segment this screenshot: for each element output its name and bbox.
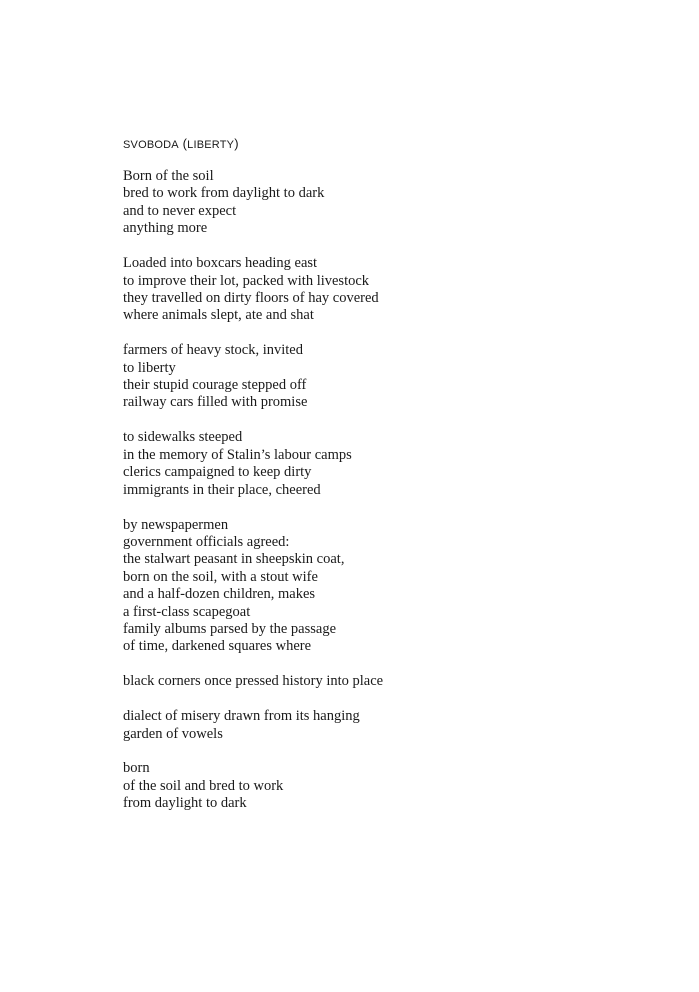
poem-line: by newspapermen (123, 516, 229, 533)
poem-line: born (123, 760, 150, 777)
poem-line: clerics campaigned to keep dirty (123, 464, 312, 481)
poem-line: to liberty (123, 359, 176, 376)
stanza-6 (123, 673, 663, 690)
poem-line: bred to work from daylight to dark (123, 185, 325, 202)
poem-line: anything more (123, 220, 208, 237)
poem-line: Loaded into boxcars heading east (123, 255, 318, 272)
poem-line: government officials agreed: (123, 533, 290, 550)
stanza-7 (123, 708, 663, 743)
poem-line: Born of the soil (123, 168, 214, 184)
poem-title-sub: liberty (187, 135, 235, 152)
poem-line: the stalwart peasant in sheepskin coat, (123, 551, 345, 568)
poem-line: and to never expect (123, 202, 237, 219)
poem-line: born on the soil, with a stout wife (123, 568, 318, 585)
poem-line: of the soil and bred to work (123, 777, 284, 794)
poem-line: dialect of misery drawn from its hanging (123, 708, 360, 725)
poem-line: their stupid courage stepped off (123, 377, 307, 394)
poem-line: immigrants in their place, cheered (123, 481, 321, 498)
poem-line: black corners once pressed history into place (123, 673, 384, 690)
stanza-5 (123, 517, 663, 656)
poem-line: of time, darkened squares where (123, 638, 312, 655)
stanza-8 (123, 760, 663, 812)
poem-line: to sidewalks steeped (123, 429, 243, 446)
poem-line: where animals slept, ate and shat (123, 307, 314, 324)
poem-line: garden of vowels (123, 725, 223, 742)
poem-line: family albums parsed by the passage (123, 620, 337, 637)
poem-line: in the memory of Stalin’s labour camps (123, 446, 352, 463)
poem-line: they travelled on dirty floors of hay covered (123, 289, 379, 306)
poem-line: to improve their lot, packed with livestock (123, 272, 370, 289)
poem-line: from daylight to dark (123, 795, 247, 812)
poem-line: a first-class scapegoat (123, 603, 251, 620)
poem-line: farmers of heavy stock, invited (123, 342, 303, 359)
poem-line: railway cars filled with promise (123, 394, 308, 411)
poem-title (123, 134, 663, 154)
stanza-2 (123, 255, 663, 325)
poem-line: and a half-dozen children, makes (123, 586, 316, 603)
poem-title-paren-close: ) (234, 136, 239, 151)
stanza-3 (123, 342, 663, 412)
poem-title-paren-open: ( (182, 136, 188, 151)
poem (123, 134, 663, 830)
poem-title-main: svoboda (123, 135, 179, 152)
stanza-1 (123, 168, 663, 238)
stanza-4 (123, 429, 663, 499)
